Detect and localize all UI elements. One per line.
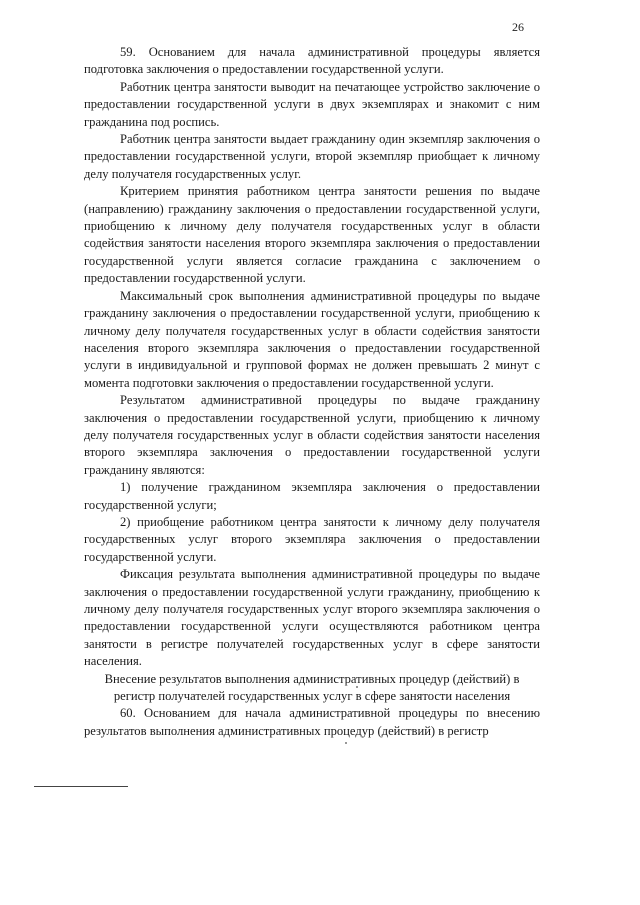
- list-item: 2) приобщение работником центра занятости к личному делу получателя государственных услуг второго экземпляра заключения о предоставлении государственной услуги.: [84, 514, 540, 564]
- paragraph: Работник центра занятости выводит на печатающее устройство заключение о предоставлении государственной услуги в двух экземплярах и знакомит с ним гражданина под роспись.: [84, 79, 540, 129]
- scan-speck: [345, 742, 347, 744]
- paragraph: Критерием принятия работником центра занятости решения по выдаче (направлению) гражданину заключения о предоставлении государственной услуги, приобщению к личному делу получателя государственных услуг в области содействия занятости населения второго экземпляра заключения о предоставлении государственной услуги является согласие гражданина с заключением о предоставлении государственной услуги.: [84, 184, 540, 286]
- footnote-separator-line: [34, 786, 128, 787]
- list-item: 1) получение гражданином экземпляра заключения о предоставлении государственной услуги;: [84, 480, 540, 512]
- section-heading: Внесение результатов выполнения административных процедур (действий) в регистр получателей государственных услуг в сфере занятости населения: [104, 671, 520, 704]
- paragraph: Работник центра занятости выдает гражданину один экземпляр заключения о предоставлении государственной услуги, второй экземпляр приобщает к личному делу получателя государственных услуг.: [84, 132, 540, 181]
- document-body: [84, 44, 540, 740]
- paragraph-60: 60. Основанием для начала административной процедуры по внесению результатов выполнения административных процедур (действий) в регистр: [84, 706, 540, 738]
- paragraph: Максимальный срок выполнения административной процедуры по выдаче гражданину заключения о предоставлении государственной услуги, приобщению к личному делу получателя государственных услуг в области содействия занятости населения второго экземпляра заключения о предоставлении государственной услуги в индивидуальной и групповой формах не должен превышать 2 минут с момента подготовки заключения о предоставлении государственной услуги.: [84, 288, 540, 390]
- paragraph-59: 59. Основанием для начала административной процедуры является подготовка заключения о предоставлении государственной услуги.: [84, 45, 540, 77]
- paragraph: Фиксация результата выполнения административной процедуры по выдаче заключения о предоставлении государственной услуги гражданину, приобщению к личному делу получателя государственных услуг второго экземпляра заключения о предоставлении государственной услуги осуществляются работником центра занятости в регистре получателей государственных услуг в сфере занятости населения.: [84, 567, 540, 669]
- paragraph: Результатом административной процедуры по выдаче гражданину заключения о предоставлении государственной услуги, приобщению к личному делу получателя государственных услуг в области содействия занятости населения второго экземпляра заключения о предоставлении государственной услуги гражданину являются:: [84, 393, 540, 477]
- scan-speck: [356, 686, 358, 688]
- page-number: 26: [512, 20, 524, 34]
